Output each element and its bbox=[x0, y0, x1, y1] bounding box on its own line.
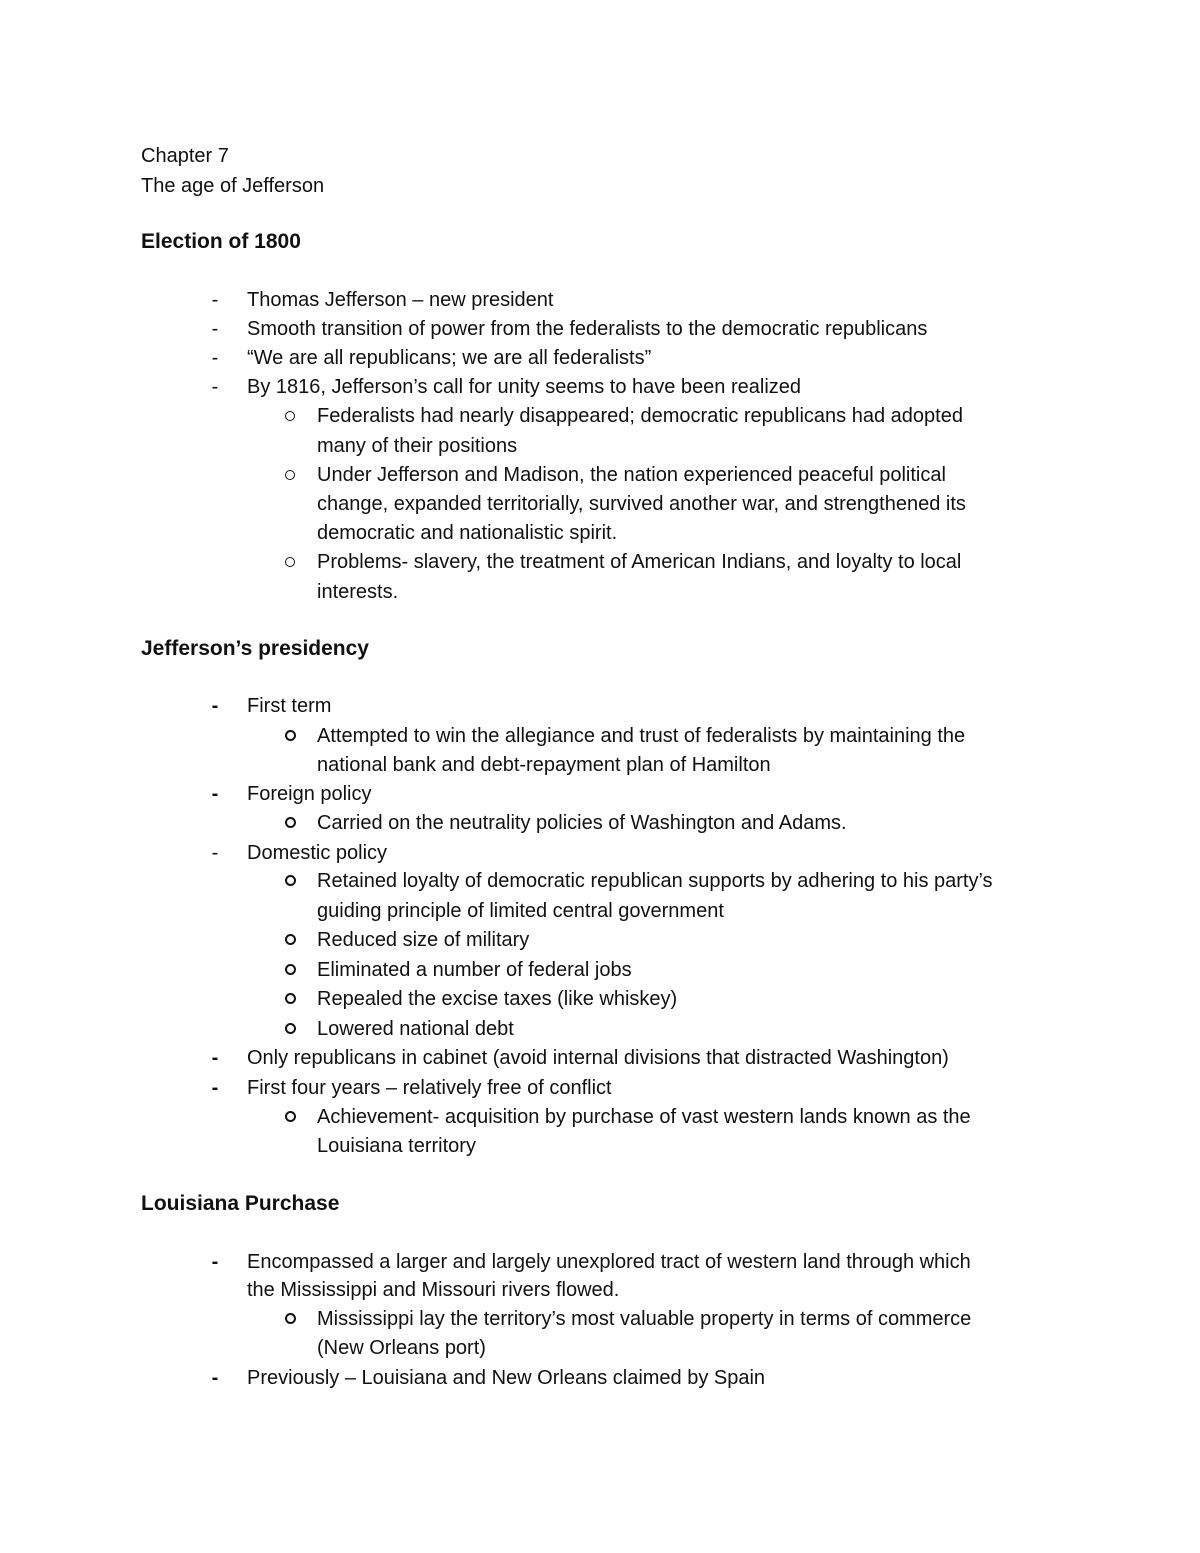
dash-bullet: - bbox=[211, 376, 219, 398]
dash-bullet: - bbox=[211, 1047, 219, 1069]
circle-bullet-icon bbox=[279, 984, 301, 1014]
list-item: Previously – Louisiana and New Orleans claimed by Spain bbox=[247, 1367, 766, 1389]
circle-bullet-icon bbox=[279, 1102, 301, 1132]
section-heading-election: Election of 1800 bbox=[141, 230, 301, 253]
dash-bullet: - bbox=[211, 1251, 219, 1273]
sub-list-item: Repealed the excise taxes (like whiskey) bbox=[317, 988, 678, 1010]
section-heading-presidency: Jefferson’s presidency bbox=[141, 637, 369, 660]
sub-list-item-continued: guiding principle of limited central government bbox=[317, 900, 724, 922]
list-item: Encompassed a larger and largely unexplored tract of western land through which bbox=[247, 1251, 971, 1273]
dash-bullet: - bbox=[211, 1077, 219, 1099]
sub-list-item-continued: many of their positions bbox=[317, 435, 518, 457]
sub-list-item: Attempted to win the allegiance and trust of federalists by maintaining the bbox=[317, 725, 966, 747]
list-item: By 1816, Jefferson’s call for unity seems to have been realized bbox=[247, 376, 802, 398]
dash-bullet: - bbox=[211, 842, 219, 864]
circle-bullet-icon bbox=[279, 547, 301, 577]
list-item: “We are all republicans; we are all federalists” bbox=[247, 347, 652, 369]
sub-list-item-continued: (New Orleans port) bbox=[317, 1337, 486, 1359]
sub-list-item-continued: Louisiana territory bbox=[317, 1135, 476, 1157]
list-item: Smooth transition of power from the federalists to the democratic republicans bbox=[247, 318, 928, 340]
sub-list-item-continued: democratic and nationalistic spirit. bbox=[317, 522, 618, 544]
sub-list-item-continued: national bank and debt-repayment plan of Hamilton bbox=[317, 754, 771, 776]
sub-list-item: Under Jefferson and Madison, the nation experienced peaceful political bbox=[317, 464, 946, 486]
sub-list-item: Federalists had nearly disappeared; democratic republicans had adopted bbox=[317, 405, 963, 427]
circle-bullet-icon bbox=[279, 1014, 301, 1044]
sub-list-item: Retained loyalty of democratic republican supports by adhering to his party’s bbox=[317, 870, 993, 892]
sub-list-item: Achievement- acquisition by purchase of vast western lands known as the bbox=[317, 1106, 971, 1128]
circle-bullet-icon bbox=[279, 460, 301, 490]
list-item: First term bbox=[247, 695, 332, 717]
list-item: First four years – relatively free of conflict bbox=[247, 1077, 612, 1099]
circle-bullet-icon bbox=[279, 925, 301, 955]
sub-list-item: Eliminated a number of federal jobs bbox=[317, 959, 632, 981]
section-heading-louisiana: Louisiana Purchase bbox=[141, 1192, 340, 1215]
sub-list-item: Lowered national debt bbox=[317, 1018, 514, 1040]
dash-bullet: - bbox=[211, 695, 219, 717]
sub-list-item: Problems- slavery, the treatment of American Indians, and loyalty to local bbox=[317, 551, 962, 573]
circle-bullet-icon bbox=[279, 808, 301, 838]
circle-bullet-icon bbox=[279, 401, 301, 431]
sub-list-item-continued: interests. bbox=[317, 581, 399, 603]
list-item: Foreign policy bbox=[247, 783, 372, 805]
dash-bullet: - bbox=[211, 318, 219, 340]
circle-bullet-icon bbox=[279, 721, 301, 751]
list-item: Thomas Jefferson – new president bbox=[247, 289, 554, 311]
sub-list-item: Mississippi lay the territory’s most valuable property in terms of commerce bbox=[317, 1308, 972, 1330]
circle-bullet-icon bbox=[279, 866, 301, 896]
sub-list-item: Carried on the neutrality policies of Washington and Adams. bbox=[317, 812, 847, 834]
list-item: Only republicans in cabinet (avoid internal divisions that distracted Washington) bbox=[247, 1047, 949, 1069]
list-item-continued: the Mississippi and Missouri rivers flowed. bbox=[247, 1279, 620, 1301]
sub-list-item-continued: change, expanded territorially, survived another war, and strengthened its bbox=[317, 493, 966, 515]
chapter-label: Chapter 7 bbox=[141, 145, 229, 167]
dash-bullet: - bbox=[211, 783, 219, 805]
dash-bullet: - bbox=[211, 347, 219, 369]
dash-bullet: - bbox=[211, 1367, 219, 1389]
list-item: Domestic policy bbox=[247, 842, 388, 864]
chapter-subtitle: The age of Jefferson bbox=[141, 175, 325, 197]
sub-list-item: Reduced size of military bbox=[317, 929, 530, 951]
circle-bullet-icon bbox=[279, 955, 301, 985]
circle-bullet-icon bbox=[279, 1304, 301, 1334]
dash-bullet: - bbox=[211, 289, 219, 311]
